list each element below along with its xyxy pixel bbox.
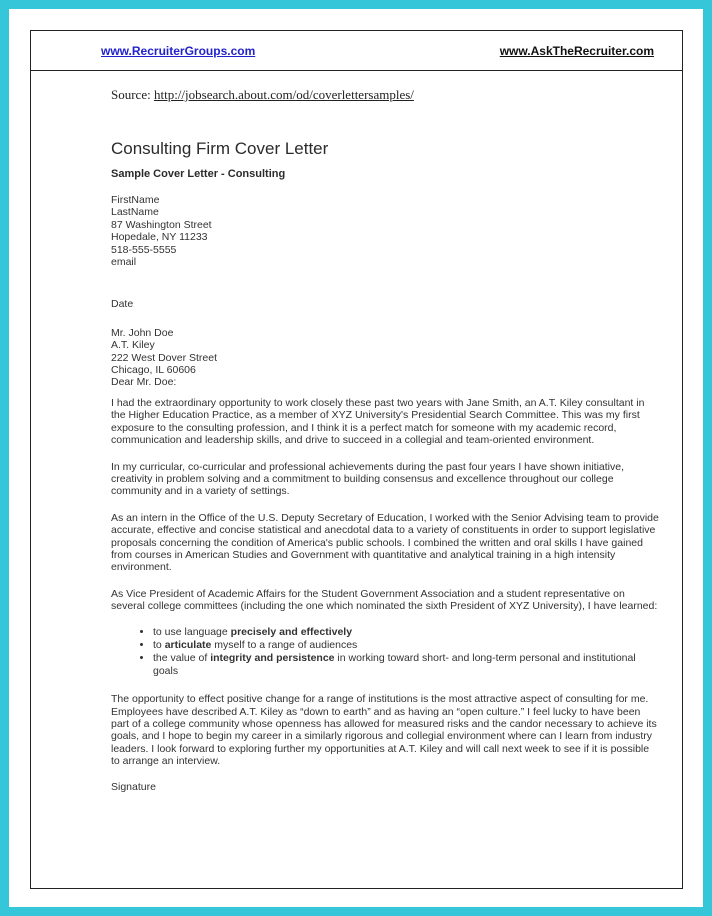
bullet-item-1 [153,626,660,638]
signature-line: Signature [111,780,156,793]
bullet-item-2 [153,639,660,651]
bullet-text: the value of [153,652,211,665]
bullet-bold-text: articulate [164,638,212,651]
sender-block [111,194,660,268]
closing-paragraph: The opportunity to effect positive change for a range of institutions is the most attractive aspect of consulting for me. Employees have described A.T. Kiley as “down to earth” and as having an “open culture.” I feel lucky to have been part of a college community whose openness has allowed for measured risks and the candor necessary to achieve its goals, and I hope to begin my career in a similarly rigorous and collegial environment where can I learn from industry leaders. I look forward to exploring further my opportunities at A.T. Kiley and will call next week to see if it is possible to arrange an interview. [111,693,657,768]
asktherecruiter-link[interactable]: www.AskTheRecruiter.com [499,43,654,58]
recipient-company: A.T. Kiley [111,339,155,352]
letter-content [31,71,682,793]
page-subtitle: Sample Cover Letter - Consulting [111,168,286,180]
sender-email: email [111,256,137,269]
salutation: Dear Mr. Doe: [111,376,177,389]
recruitergroups-link[interactable]: www.RecruiterGroups.com [101,43,256,58]
bullet-item-3 [153,652,660,677]
sender-first-name: FirstName [111,194,160,206]
sender-street: 87 Washington Street [111,218,212,231]
sender-phone: 518-555-5555 [111,243,177,256]
source-url-link[interactable]: http://jobsearch.about.com/od/coverlettersamples/ [153,87,414,102]
sender-city-state-zip: Hopedale, NY 11233 [111,231,208,244]
paragraph-1: I had the extraordinary opportunity to work closely these past two years with Jane Smith, an A.T. Kiley consultant in the Higher Education Practice, as a member of XYZ University's Presidential Search Committee. This was my first exposure to the consulting profession, and I think it is a perfect match for someone with my academic record, communication and leadership skills, and drive to succeed in a collegial and team-oriented environment. [111,396,645,447]
source-label: Source: [111,87,154,102]
bullet-bold-text: integrity and persistence [210,652,335,665]
paragraph-4: As Vice President of Academic Affairs for the Student Government Association and a student representative on several college committees (including the one which nominated the sixth President of XYZ University), I have learned: [111,587,658,613]
recipient-city-state-zip: Chicago, IL 60606 [111,364,196,377]
document-page [30,30,683,889]
recipient-name: Mr. John Doe [111,326,174,339]
paragraph-2: In my curricular, co-curricular and professional achievements during the past four years I have shown initiative, creativity in problem solving and a commitment to building consensus and excellence throughout our college community and in a variety of settings. [111,460,624,498]
bullet-list [111,626,660,678]
page-title: Consulting Firm Cover Letter [111,139,329,158]
recipient-block [111,327,660,389]
bullet-text: myself to a range of audiences [211,638,358,651]
source-line [111,87,660,103]
date-line: Date [111,298,134,311]
paragraph-3: As an intern in the Office of the U.S. Deputy Secretary of Education, I worked with the Senior Advising team to provide accurate, effective and concise statistical and anecdotal data to a variety of constituents in order to support legislative proposals concerning the condition of America's public schools. I combined the written and oral skills I have gained from courses in American Studies and Government with quantitative and analytical training in a high intensity environment. [111,511,659,574]
bullet-text: to use language [153,625,231,638]
bullet-bold-text: precisely and effectively [230,625,353,638]
bullet-text: to [153,638,165,651]
document-header [31,31,682,71]
sender-last-name: LastName [111,206,159,219]
recipient-street: 222 West Dover Street [111,351,218,364]
bullet-text: in working toward short- and long-term personal and institutional goals [153,652,636,677]
